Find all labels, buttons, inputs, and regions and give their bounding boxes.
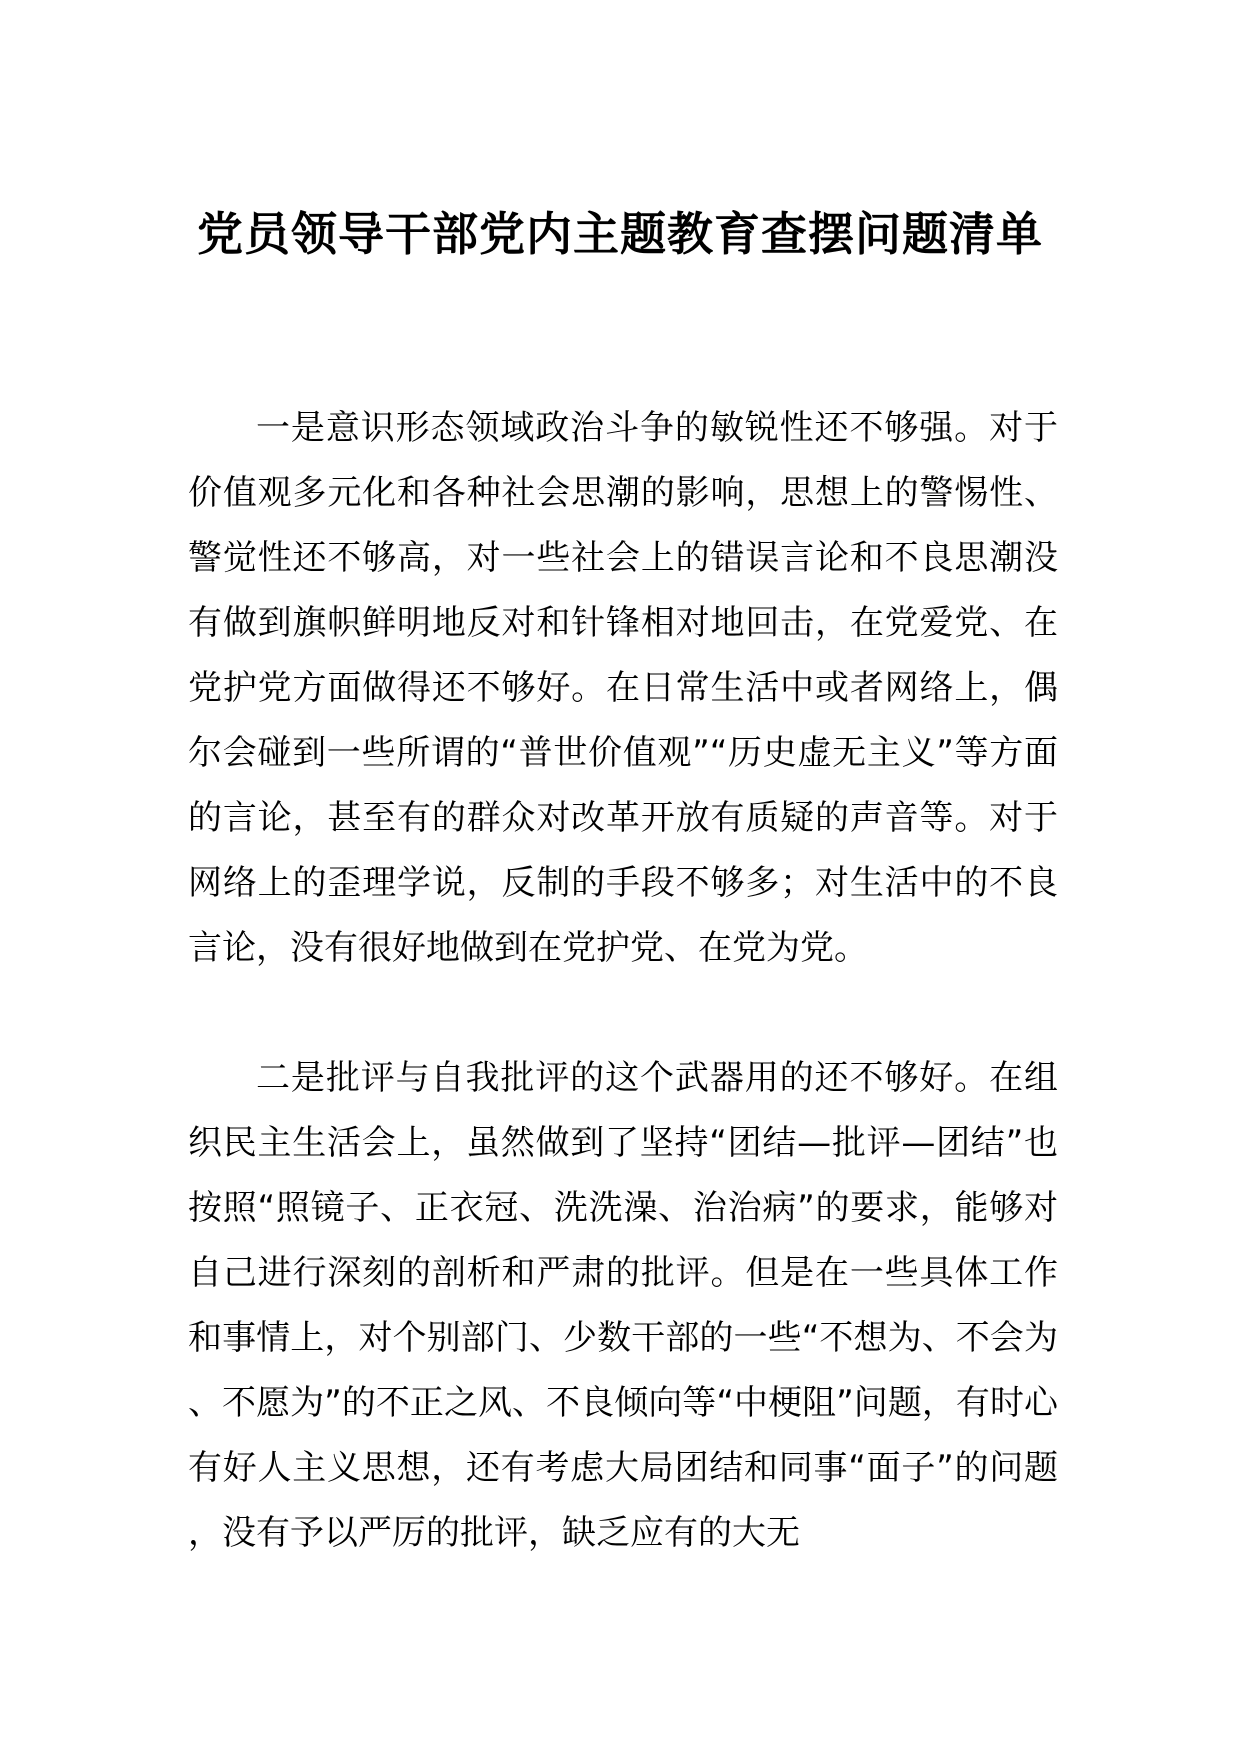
paragraph-1: 一是意识形态领域政治斗争的敏锐性还不够强。对于价值观多元化和各种社会思潮的影响，思想上的警惕性、警觉性还不够高，对一些社会上的错误言论和不良思潮没有做到旗帜鲜明地反对和针锋相对地回击，在党爱党、在党护党方面做得还不够好。在日常生活中或者网络上，偶尔会碰到一些所谓的“普世价值观”“历史虚无主义”等方面的言论，甚至有的群众对改革开放有质疑的声音等。对于网络上的歪理学说，反制的手段不够多；对生活中的不良言论，没有很好地做到在党护党、在党为党。 xyxy=(188,408,1058,968)
document-title: 党员领导干部党内主题教育查摆问题清单 xyxy=(197,207,1043,261)
paragraph-2: 二是批评与自我批评的这个武器用的还不够好。在组织民主生活会上，虽然做到了坚持“团结—批评—团结”也按照“照镜子、正衣冠、洗洗澡、治治病”的要求，能够对自己进行深刻的剖析和严肃的批评。但是在一些具体工作和事情上，对个别部门、少数干部的一些“不想为、不会为、不愿为”的不正之风、不良倾向等“中梗阻”问题，有时心有好人主义思想，还有考虑大局团结和同事“面子”的问题，没有予以严厉的批评，缺乏应有的大无 xyxy=(188,1058,1058,1553)
document-body xyxy=(188,396,1058,1566)
